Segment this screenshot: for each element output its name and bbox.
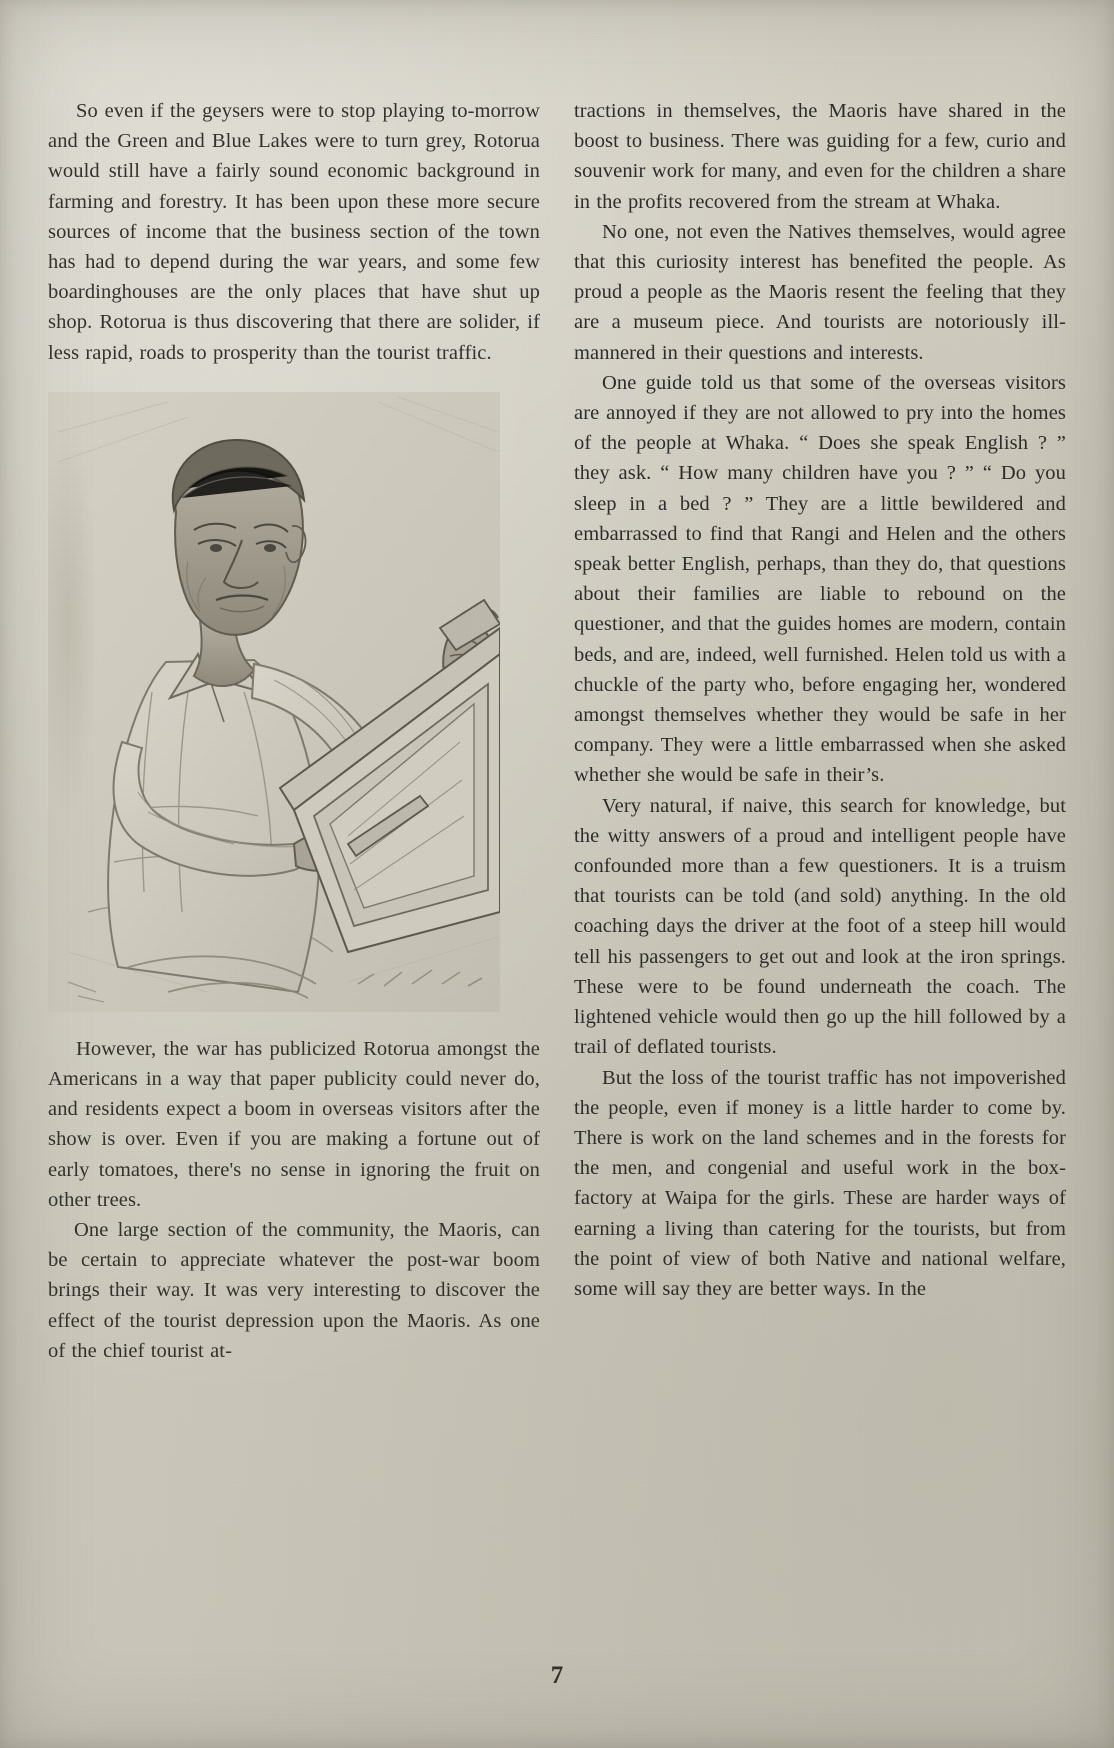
illustration-maori-carver <box>48 392 500 1012</box>
text-column-left <box>48 96 540 1516</box>
page-content <box>48 96 1066 1516</box>
text-column-right <box>574 96 1066 1516</box>
paragraph: But the loss of the tourist traffic has not impoverished the people, even if money is a little harder to come by. There is work on the land schemes and in the forests for the men, and congenial and useful work in the box-factory at Waipa for the girls. These are harder ways of earning a living than catering for the tourists, but from the point of view of both Native and national welfare, some will say they are better ways. In the <box>574 1066 1066 1300</box>
paragraph: One large section of the community, the Maoris, can be certain to appreciate whatever the post-war boom brings their way. It was very interesting to discover the effect of the tourist depression upon the Maoris. As one of the chief tourist at- <box>48 1219 540 1362</box>
illustration-svg <box>48 392 500 1012</box>
paragraph: However, the war has publicized Rotorua amongst the Americans in a way that paper publicity could never do, and residents expect a boom in overseas visitors after the show is over. Even if you are making a fortune out of early tomatoes, there's no sense in ignoring the fruit on other trees. <box>48 1037 540 1211</box>
page-number: 7 <box>550 1662 564 1689</box>
paragraph: Very natural, if naive, this search for knowledge, but the witty answers of a proud and intelligent people have confounded more than a few questioners. It is a truism that tourists can be told (and sold) anything. In the old coaching days the driver at the foot of a steep hill would tell his passengers to get out and look at the iron springs. These were to be found underneath the coach. The lightened vehicle would then go up the hill followed by a trail of deflated tourists. <box>574 794 1066 1059</box>
paragraph: No one, not even the Natives themselves, would agree that this curiosity interest has benefited the people. As proud a people as the Maoris resent the feeling that they are a museum piece. And tourists are notoriously ill-mannered in their questions and interests. <box>574 220 1066 364</box>
paragraph: One guide told us that some of the overseas visitors are annoyed if they are not allowed to pry into the homes of the people at Whaka. “ Does she speak English ? ” they ask. “ How many children have you ? ” “ Do you sleep in a bed ? ” They are a little bewildered and embarrassed to find that Rangi and Helen and the others speak better English, perhaps, than they do, that questions about their families are liable to rebound on the questioner, and that the guides homes are modern, contain beds, and are, indeed, well furnished. Helen told us with a chuckle of the party who, before engaging her, wondered amongst themselves whether they would be safe in her company. They were a little embarrassed when she asked whether she would be safe in their’s. <box>574 371 1066 787</box>
paragraph: So even if the geysers were to stop playing to-morrow and the Green and Blue Lakes were to turn grey, Rotorua would still have a fairly sound economic background in farming and forestry. It has been upon these more secure sources of income that the business section of the town has had to depend during the war years, and some few boardinghouses are the only places that have shut up shop. Rotorua is thus discovering that there are solider, if less rapid, roads to prosperity than the tourist traffic. <box>48 100 540 364</box>
paragraph: tractions in themselves, the Maoris have shared in the boost to business. There was guiding for a few, curio and souvenir work for many, and even for the children a share in the profits recovered from the stream at Whaka. <box>574 100 1066 213</box>
